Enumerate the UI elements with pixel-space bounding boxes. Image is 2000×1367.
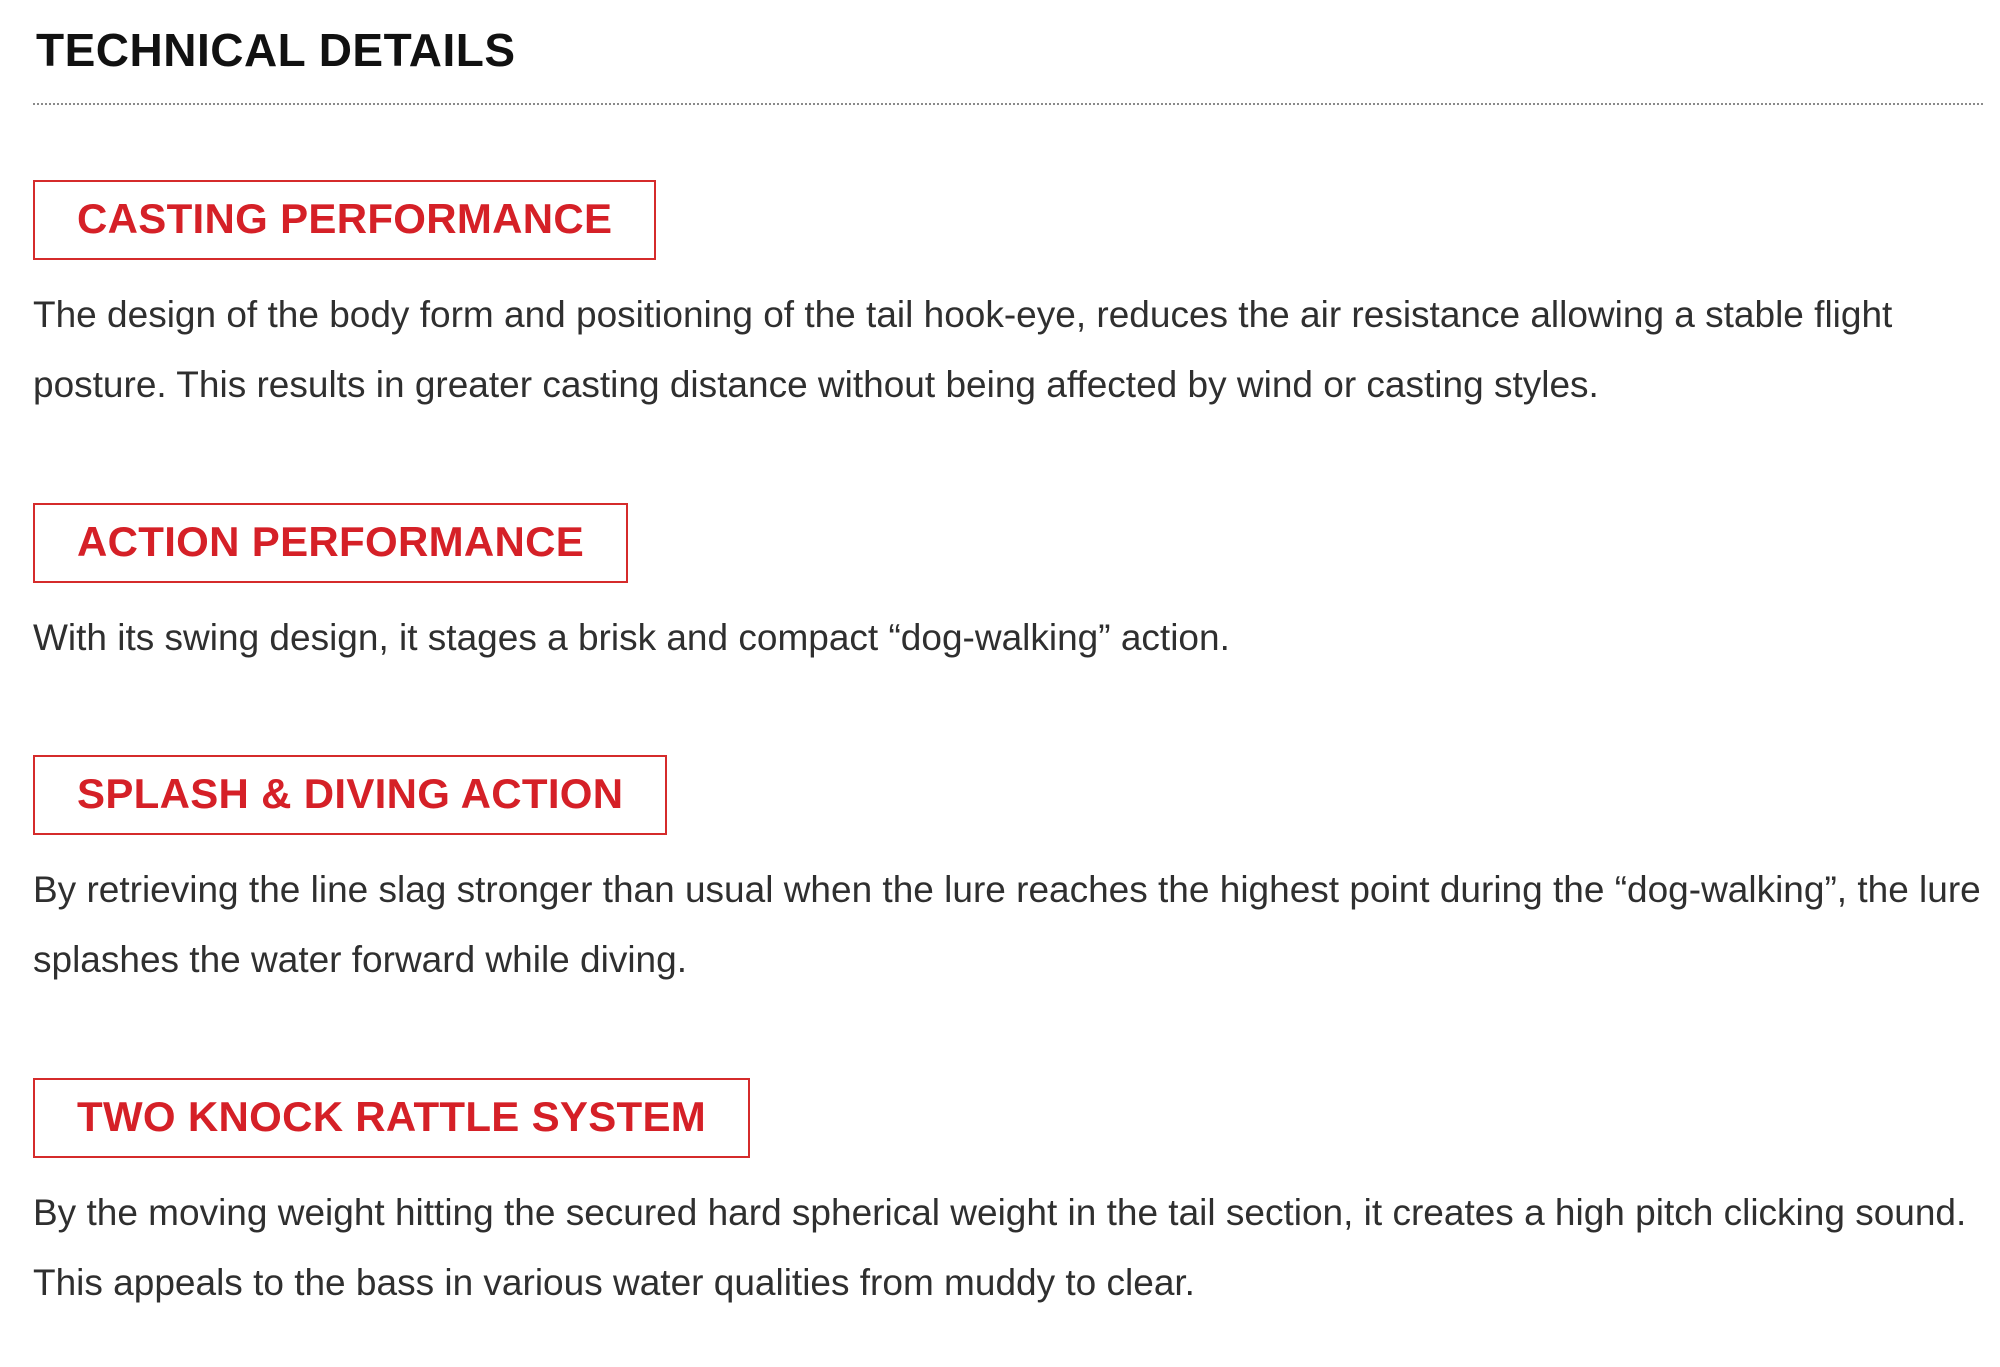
section-description: With its swing design, it stages a brisk and compact “dog-walking” action. xyxy=(33,617,1230,658)
title-divider xyxy=(33,103,1983,105)
section-heading: ACTION PERFORMANCE xyxy=(33,503,628,583)
section-two-knock-rattle-system xyxy=(33,1078,1983,1318)
section-description: By the moving weight hitting the secured hard spherical weight in the tail section, it creates a high pitch clicking sound. This appeals to the bass in various water qualities from muddy to clear. xyxy=(33,1192,1967,1303)
section-action-performance xyxy=(33,503,1983,673)
section-heading: TWO KNOCK RATTLE SYSTEM xyxy=(33,1078,750,1158)
section-description: By retrieving the line slag stronger than usual when the lure reaches the highest point during the “dog-walking”, the lure splashes the water forward while diving. xyxy=(33,869,1981,980)
section-description: The design of the body form and positioning of the tail hook-eye, reduces the air resistance allowing a stable flight posture. This results in greater casting distance without being affected by wind or casting styles. xyxy=(33,294,1893,405)
section-splash-diving-action xyxy=(33,755,1983,995)
section-casting-performance xyxy=(33,180,1983,420)
page-title: TECHNICAL DETAILS xyxy=(36,24,516,76)
section-heading: CASTING PERFORMANCE xyxy=(33,180,656,260)
section-heading: SPLASH & DIVING ACTION xyxy=(33,755,667,835)
